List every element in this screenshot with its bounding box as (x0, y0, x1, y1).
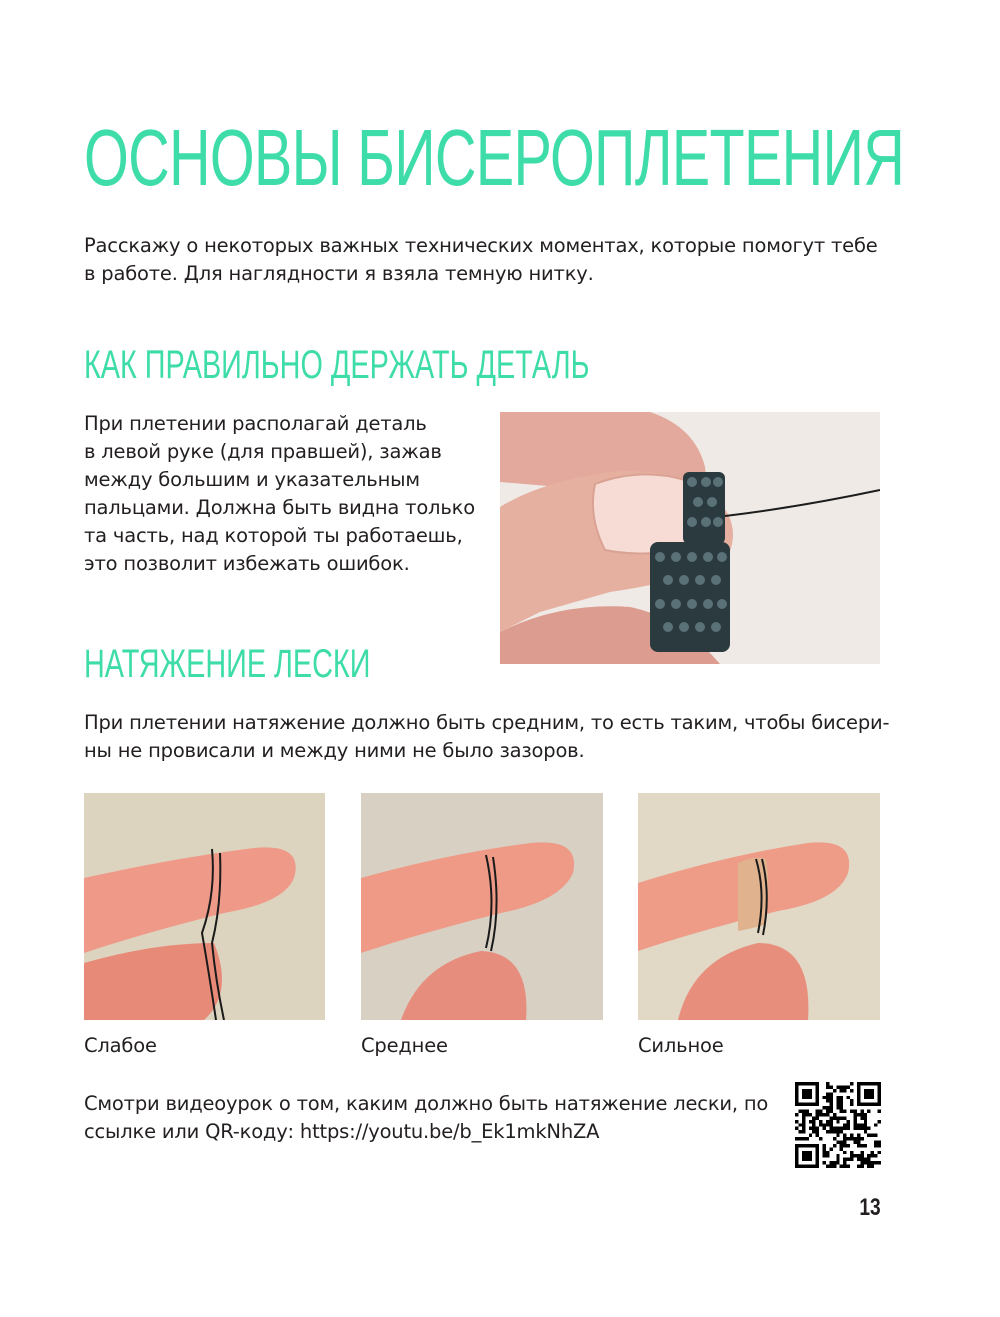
video-link[interactable]: ссылке или QR-коду: https://youtu.be/b_Ek1mkNhZA (84, 1120, 600, 1143)
hold-photo (500, 412, 880, 664)
hold-line: пальцами. Должна быть видна только (84, 496, 475, 519)
section-heading-hold: КАК ПРАВИЛЬНО ДЕРЖАТЬ ДЕТАЛЬ (84, 343, 590, 387)
qr-code[interactable] (795, 1082, 881, 1168)
tension-photo-strong (638, 793, 880, 1020)
qr-code-graphic (795, 1082, 881, 1168)
hold-illustration (500, 412, 880, 664)
tension-photo-medium (361, 793, 603, 1020)
hold-line: При плетении располагай деталь (84, 412, 427, 435)
page-title: ОСНОВЫ БИСЕРОПЛЕТЕНИЯ (84, 113, 905, 202)
finger-illustration-medium (361, 793, 603, 1020)
tension-photo-weak (84, 793, 325, 1020)
video-line: Смотри видеоурок о том, каким должно быть натяжение лески, по (84, 1092, 769, 1115)
intro-line: в работе. Для наглядности я взяла темную нитку. (84, 262, 594, 285)
tension-paragraph (84, 709, 889, 765)
hold-paragraph (84, 410, 475, 578)
hold-line: это позволит избежать ошибок. (84, 552, 410, 575)
page-number: 13 (859, 1194, 881, 1221)
video-paragraph (84, 1090, 768, 1146)
finger-illustration-strong (638, 793, 880, 1020)
intro-paragraph (84, 232, 878, 288)
finger-illustration-weak (84, 793, 325, 1020)
caption-weak: Слабое (84, 1034, 157, 1057)
caption-strong: Сильное (638, 1034, 724, 1057)
tension-line: ны не провисали и между ними не было зазоров. (84, 739, 585, 762)
section-heading-tension: НАТЯЖЕНИЕ ЛЕСКИ (84, 642, 371, 686)
hold-line: в левой руке (для правшей), зажав (84, 440, 442, 463)
hold-line: между большим и указательным (84, 468, 420, 491)
tension-line: При плетении натяжение должно быть средним, то есть таким, чтобы бисери- (84, 711, 890, 734)
hold-line: та часть, над которой ты работаешь, (84, 524, 463, 547)
intro-line: Расскажу о некоторых важных технических моментах, которые помогут тебе (84, 234, 878, 257)
caption-medium: Среднее (361, 1034, 448, 1057)
